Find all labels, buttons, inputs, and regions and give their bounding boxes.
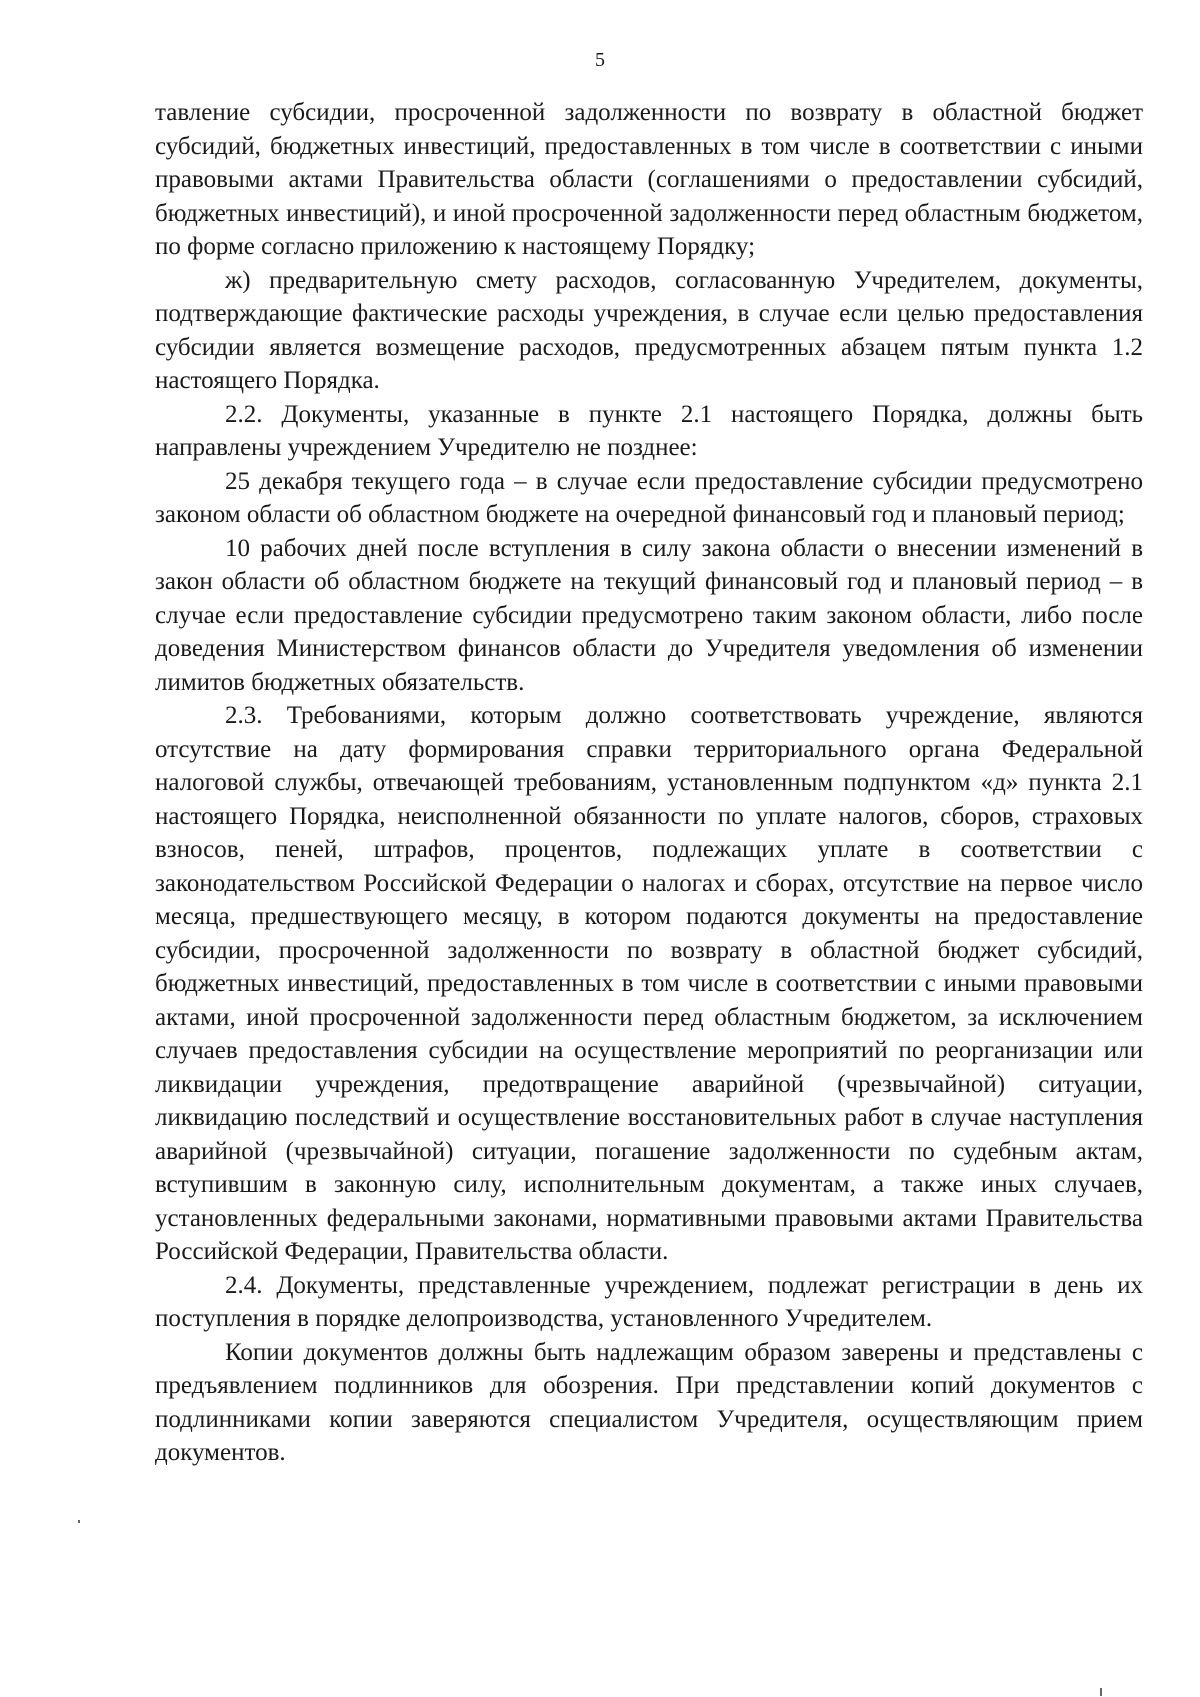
page-number: 5 xyxy=(595,49,605,71)
paragraph-4: 25 декабря текущего года – в случае если предоставление субсидии предусмотрено законом области об областном бюджете на очередной финансовый год и плановый период; xyxy=(155,467,1143,528)
paragraph-5: 10 рабочих дней после вступления в силу закона области о внесении изменений в закон области об областном бюджете на текущий финансовый год и плановый период – в случае если предоставление субсидии предусмотрено таким законом области, либо после доведения Министерством финансов области до Учредителя уведомления об изменении лимитов бюджетных обязательств. xyxy=(155,534,1143,696)
paragraph-7: 2.4. Документы, представленные учреждением, подлежат регистрации в день их поступления в порядке делопроизводства, установленного Учредителем. xyxy=(155,1271,1143,1332)
scan-artifact xyxy=(1100,1688,1102,1696)
paragraph-8: Копии документов должны быть надлежащим образом заверены и представлены с предъявлением подлинников для обозрения. При представлении копий документов с подлинниками копии заверяются специалистом Учредителя, осуществляющим прием документов. xyxy=(155,1338,1143,1466)
document-body xyxy=(155,96,1143,1470)
paragraph-1: тавление субсидии, просроченной задолженности по возврату в областной бюджет субсидий, бюджетных инвестиций, предоставленных в том числе в соответствии с иными правовыми актами Правительства области (соглашениями о предоставлении субсидий, бюджетных инвестиций), и иной просроченной задолженности перед областным бюджетом, по форме согласно приложению к настоящему Порядку; xyxy=(155,99,1143,260)
paragraph-3: 2.2. Документы, указанные в пункте 2.1 настоящего Порядка, должны быть направлены учреждением Учредителю не позднее: xyxy=(155,400,1143,461)
paragraph-6: 2.3. Требованиями, которым должно соответствовать учреждение, являются отсутствие на дату формирования справки территориального органа Федеральной налоговой службы, отвечающей требованиям, установленным подпунктом «д» пункта 2.1 настоящего Порядка, неисполненной обязанности по уплате налогов, сборов, страховых взносов, пеней, штрафов, процентов, подлежащих уплате в соответствии с законодательством Российской Федерации о налогах и сборах, отсутствие на первое число месяца, предшествующего месяцу, в котором подаются документы на предоставление субсидии, просроченной задолженности по возврату в областной бюджет субсидий, бюджетных инвестиций, предоставленных в том числе в соответствии с иными правовыми актами, иной просроченной задолженности перед областным бюджетом, за исключением случаев предоставления субсидии на осуществление мероприятий по реорганизации или ликвидации учреждения, предотвращение аварийной (чрезвычайной) ситуации, ликвидацию последствий и осуществление восстановительных работ в случае наступления аварийной (чрезвычайной) ситуации, погашение задолженности по судебным актам, вступившим в законную силу, исполнительным документам, а также иных случаев, установленных федеральными законами, нормативными правовыми актами Правительства Российской Федерации, Правительства области. xyxy=(155,702,1143,1265)
paragraph-2: ж) предварительную смету расходов, согласованную Учредителем, документы, подтверждающие фактические расходы учреждения, в случае если целью предоставления субсидии является возмещение расходов, предусмотренных абзацем пятым пункта 1.2 настоящего Порядка. xyxy=(155,266,1143,394)
scan-artifact xyxy=(78,1520,80,1523)
